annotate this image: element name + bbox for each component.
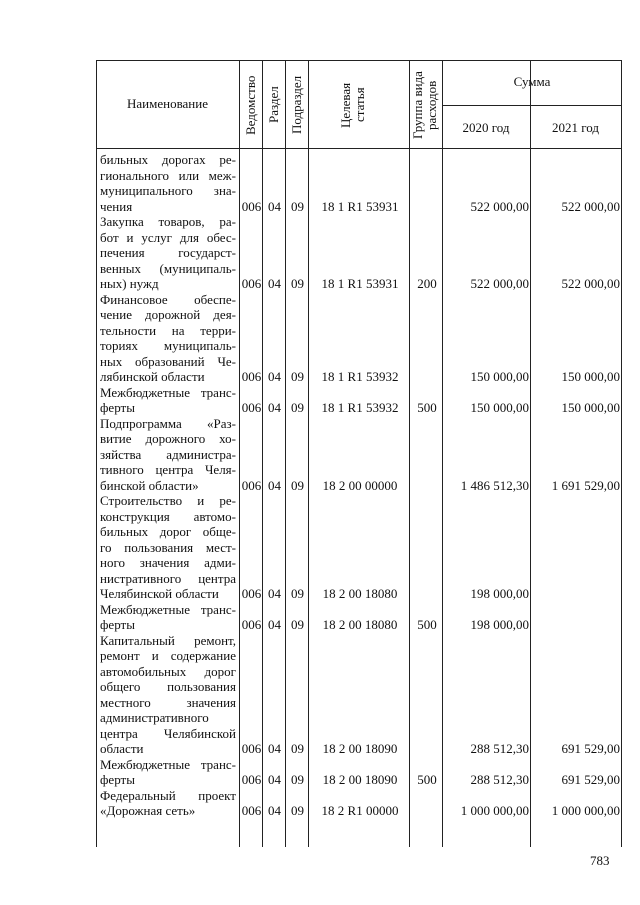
cell-razdel: 04 — [268, 586, 281, 601]
name-line: венных (муниципаль- — [100, 260, 236, 276]
header-name: Наименование — [127, 96, 208, 111]
cell-naimenovanie — [100, 385, 236, 416]
cell-summa-2021: 522 000,00 — [561, 198, 620, 214]
cell-gruppa-rashodov: 200 — [417, 276, 437, 291]
name-line: местного значения — [100, 694, 236, 710]
name-line: бильных дорог обще- — [100, 524, 236, 539]
cell-vedomstvo: 006 — [241, 617, 262, 632]
cell-summa-2020: 150 000,00 — [470, 400, 529, 415]
cell-vedomstvo: 006 — [241, 741, 262, 756]
name-line: чение дорожной дея- — [100, 307, 236, 322]
header-year-2021: 2021 год — [552, 120, 599, 135]
header-celevaya — [339, 66, 367, 144]
name-line: «Дорожная сеть» — [100, 803, 196, 818]
name-line: общего пользования — [100, 679, 236, 694]
cell-vedomstvo: 006 — [241, 803, 262, 818]
header-summa: Сумма — [513, 74, 551, 89]
name-line: Подпрограмма «Раз- — [100, 415, 236, 431]
cell-summa-2020: 198 000,00 — [470, 586, 529, 601]
cell-razdel: 04 — [268, 198, 281, 214]
cell-summa-2020: 522 000,00 — [470, 276, 529, 291]
cell-podrazdel: 09 — [291, 772, 304, 787]
cell-razdel: 04 — [268, 617, 281, 632]
cell-naimenovanie — [100, 214, 236, 292]
cell-naimenovanie — [100, 292, 236, 385]
cell-vedomstvo: 006 — [241, 586, 262, 601]
cell-summa-2020: 288 512,30 — [470, 741, 529, 756]
name-line: витие дорожного хо- — [100, 431, 236, 446]
name-line: го пользования мест- — [100, 539, 236, 555]
name-line: тивного центра Челя- — [100, 462, 236, 477]
name-line: Межбюджетные транс- — [100, 756, 236, 772]
cell-vedomstvo: 006 — [241, 772, 262, 787]
cell-vedomstvo: 006 — [241, 400, 262, 415]
header-gruppa — [411, 64, 439, 146]
name-line: Капитальный ремонт, — [100, 632, 236, 648]
cell-naimenovanie — [100, 152, 236, 214]
cell-podrazdel: 09 — [291, 477, 304, 493]
table-row — [96, 292, 622, 385]
rule-top — [96, 60, 622, 61]
name-line: Закупка товаров, ра- — [100, 214, 236, 229]
cell-podrazdel: 09 — [291, 369, 304, 384]
name-line: Челябинской области — [100, 586, 219, 601]
cell-vedomstvo: 006 — [241, 369, 262, 384]
cell-vedomstvo: 006 — [241, 198, 262, 214]
cell-razdel: 04 — [268, 477, 281, 493]
name-line: зяйства администра- — [100, 446, 236, 462]
name-line: гионального или меж- — [100, 167, 236, 183]
name-line: ремонт и содержание — [100, 648, 236, 663]
name-line: бильных дорогах ре- — [100, 152, 236, 167]
cell-gruppa-rashodov: 500 — [417, 617, 437, 632]
cell-celevaya-statya: 18 2 R1 00000 — [321, 803, 399, 818]
table-row — [96, 416, 622, 494]
cell-naimenovanie — [100, 633, 236, 757]
name-line: бот и услуг для обес- — [100, 229, 236, 245]
cell-razdel: 04 — [268, 400, 281, 415]
cell-celevaya-statya: 18 1 R1 53931 — [321, 276, 399, 291]
table-row — [96, 757, 622, 788]
table-row — [96, 602, 622, 633]
cell-summa-2020: 1 486 512,30 — [460, 477, 529, 493]
cell-summa-2021: 150 000,00 — [561, 369, 620, 384]
cell-gruppa-rashodov: 500 — [417, 400, 437, 415]
cell-celevaya-statya: 18 1 R1 53932 — [321, 369, 399, 384]
cell-celevaya-statya: 18 2 00 18090 — [322, 741, 398, 756]
cell-razdel: 04 — [268, 772, 281, 787]
cell-naimenovanie — [100, 416, 236, 494]
name-line: Финансовое обеспе- — [100, 291, 236, 307]
header-gruppa-line2: расходов — [424, 80, 439, 130]
header-gruppa-line1: Группа вида — [410, 71, 425, 139]
name-line: Межбюджетные транс- — [100, 601, 236, 617]
cell-summa-2021: 691 529,00 — [561, 772, 620, 787]
cell-podrazdel: 09 — [291, 617, 304, 632]
cell-celevaya-statya: 18 2 00 18080 — [322, 586, 398, 601]
cell-razdel: 04 — [268, 276, 281, 291]
name-line: ных) нужд — [100, 276, 159, 291]
name-line: автомобильных дорог — [100, 663, 236, 679]
cell-podrazdel: 09 — [291, 276, 304, 291]
table-row — [96, 214, 622, 292]
cell-celevaya-statya: 18 2 00 18090 — [322, 772, 398, 787]
cell-summa-2020: 522 000,00 — [470, 198, 529, 214]
name-line: нистративного центра — [100, 570, 236, 586]
header-celevaya-line2: статья — [352, 87, 367, 123]
name-line: Межбюджетные транс- — [100, 384, 236, 400]
name-line: области — [100, 741, 144, 756]
name-line: центра Челябинской — [100, 725, 236, 741]
cell-gruppa-rashodov: 500 — [417, 772, 437, 787]
name-line: ферты — [100, 617, 135, 632]
name-line: тельности на терри- — [100, 322, 236, 338]
name-line: Федеральный проект — [100, 787, 236, 803]
name-line: конструкция автомо- — [100, 508, 236, 524]
cell-summa-2021: 522 000,00 — [561, 276, 620, 291]
cell-summa-2020: 288 512,30 — [470, 772, 529, 787]
name-line: ферты — [100, 772, 135, 787]
name-line: бинской области» — [100, 477, 199, 493]
cell-summa-2021: 1 691 529,00 — [551, 477, 620, 493]
table-row — [96, 152, 622, 214]
name-line: ных образований Че- — [100, 353, 236, 369]
name-line: муниципального зна- — [100, 183, 236, 198]
name-line: ториях муниципаль- — [100, 338, 236, 353]
cell-celevaya-statya: 18 2 00 00000 — [322, 477, 398, 493]
cell-naimenovanie — [100, 788, 236, 819]
cell-naimenovanie — [100, 493, 236, 602]
name-line: печения государст- — [100, 245, 236, 260]
table-row — [96, 385, 622, 416]
cell-summa-2021: 150 000,00 — [561, 400, 620, 415]
header-vedomstvo: Ведомство — [243, 75, 258, 135]
cell-podrazdel: 09 — [291, 741, 304, 756]
page-number: 783 — [590, 853, 610, 868]
cell-vedomstvo: 006 — [241, 477, 262, 493]
header-celevaya-line1: Целевая — [338, 82, 353, 128]
name-line: лябинской области — [100, 369, 205, 384]
rule-header-bottom — [96, 148, 622, 149]
cell-summa-2020: 1 000 000,00 — [460, 803, 529, 818]
name-line: административного — [100, 710, 209, 725]
header-razdel: Раздел — [266, 86, 281, 124]
cell-summa-2020: 150 000,00 — [470, 369, 529, 384]
cell-summa-2020: 198 000,00 — [470, 617, 529, 632]
cell-celevaya-statya: 18 1 R1 53932 — [321, 400, 399, 415]
cell-razdel: 04 — [268, 803, 281, 818]
name-line: ферты — [100, 400, 135, 415]
table-row — [96, 788, 622, 819]
name-line: ного значения адми- — [100, 555, 236, 570]
cell-razdel: 04 — [268, 741, 281, 756]
header-year-2020: 2020 год — [462, 120, 510, 135]
budget-table — [96, 60, 622, 847]
table-row — [96, 493, 622, 602]
cell-razdel: 04 — [268, 369, 281, 384]
table-row — [96, 633, 622, 757]
cell-vedomstvo: 006 — [241, 276, 262, 291]
cell-podrazdel: 09 — [291, 400, 304, 415]
rule-summa-split — [442, 105, 622, 106]
name-line: Строительство и ре- — [100, 493, 236, 508]
header-podrazdel: Подраздел — [289, 75, 304, 135]
name-line: чения — [100, 198, 133, 214]
cell-podrazdel: 09 — [291, 803, 304, 818]
cell-celevaya-statya: 18 1 R1 53931 — [321, 198, 399, 214]
cell-podrazdel: 09 — [291, 586, 304, 601]
cell-summa-2021: 1 000 000,00 — [551, 803, 620, 818]
cell-celevaya-statya: 18 2 00 18080 — [322, 617, 398, 632]
cell-summa-2021: 691 529,00 — [561, 741, 620, 756]
cell-podrazdel: 09 — [291, 198, 304, 214]
cell-naimenovanie — [100, 602, 236, 633]
cell-naimenovanie — [100, 757, 236, 788]
